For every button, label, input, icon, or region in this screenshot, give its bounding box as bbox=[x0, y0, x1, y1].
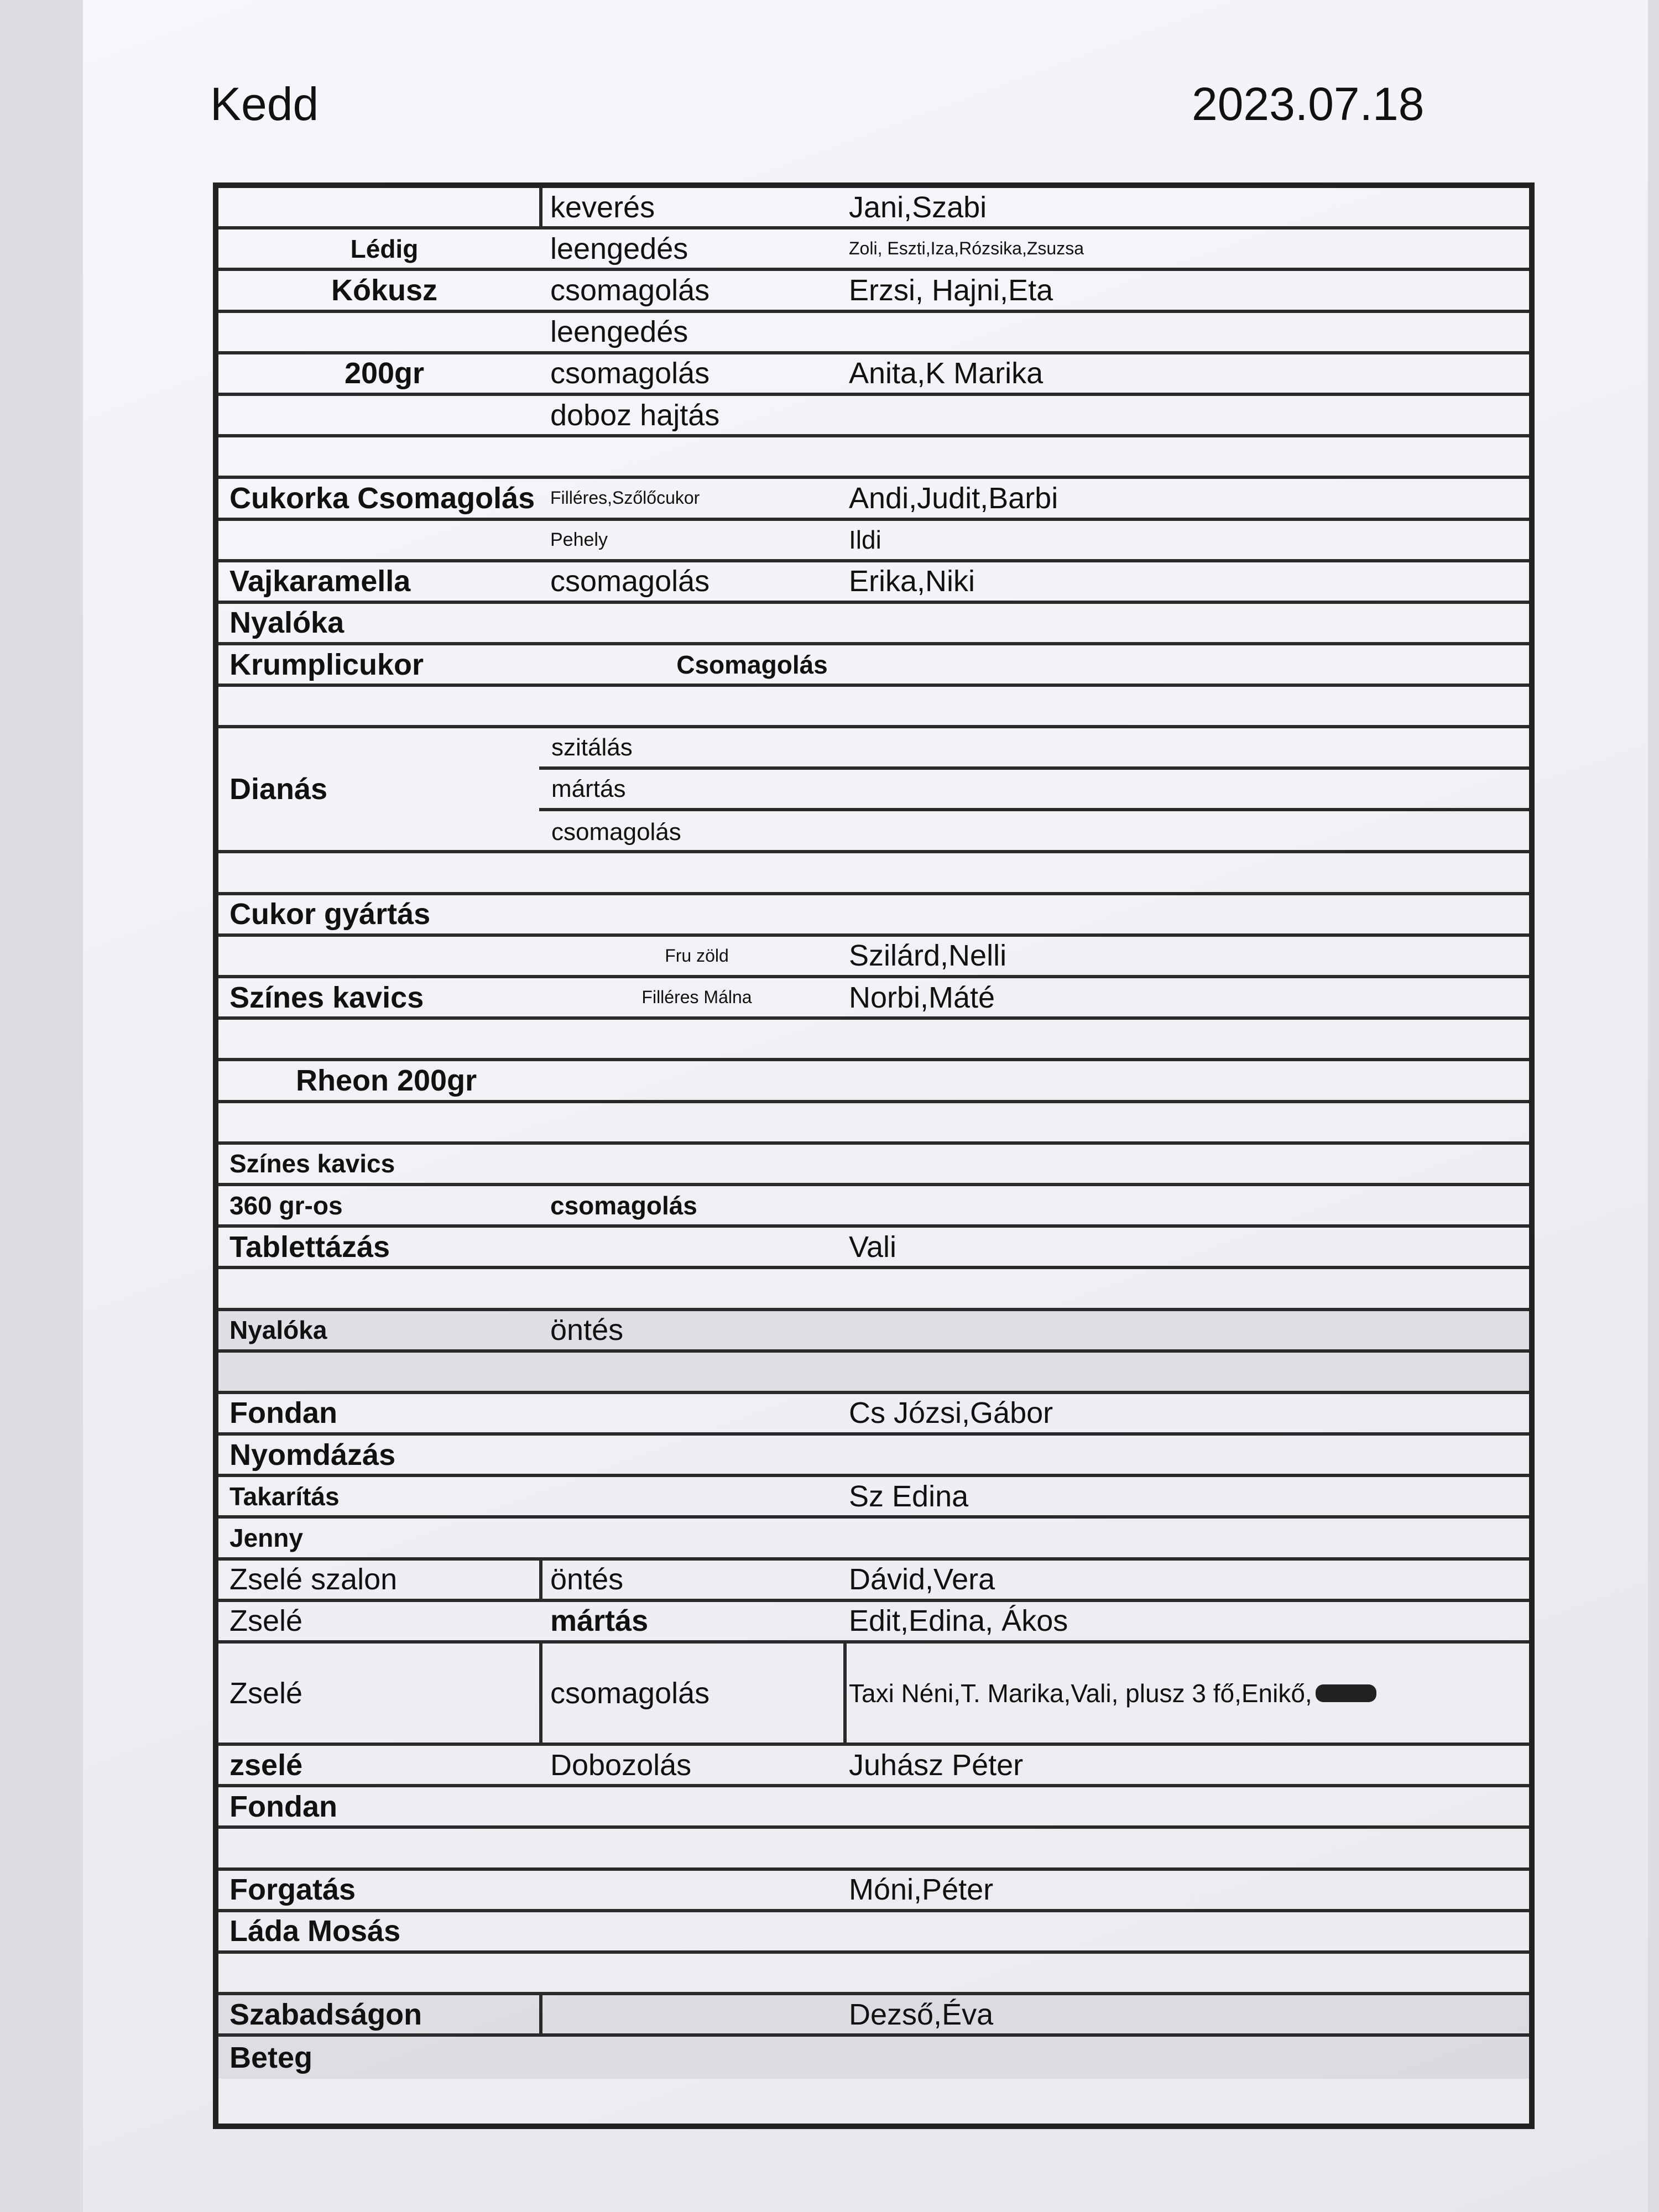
workers-cell: Juhász Péter bbox=[849, 1748, 1024, 1782]
sub-activity-cell: mártás bbox=[539, 770, 1529, 811]
activity-cell bbox=[550, 1436, 843, 1474]
task-cell bbox=[229, 687, 539, 725]
task-cell: Vajkaramella bbox=[229, 565, 411, 598]
table-row bbox=[218, 313, 1529, 354]
table-row bbox=[218, 1519, 1529, 1560]
sub-activity-cell: csomagolás bbox=[551, 818, 681, 846]
activity-cell: csomagolás bbox=[550, 1676, 710, 1710]
task-cell bbox=[229, 396, 539, 434]
paper-sheet bbox=[83, 0, 1648, 2212]
activity-cell: leengedés bbox=[550, 315, 688, 349]
workers-cell bbox=[849, 396, 1512, 434]
task-cell: Cukorka Csomagolás bbox=[229, 481, 535, 515]
workers-cell bbox=[849, 2037, 1512, 2078]
task-cell: Takarítás bbox=[229, 1481, 340, 1511]
activity-cell: mártás bbox=[550, 1604, 649, 1638]
task-cell: Tablettázás bbox=[229, 1230, 390, 1264]
activity-cell: Csomagolás bbox=[676, 650, 828, 679]
workers-cell bbox=[849, 604, 1512, 642]
workers-cell: Vali bbox=[849, 1230, 897, 1264]
activity-cell bbox=[550, 1353, 843, 1391]
task-cell bbox=[229, 1020, 539, 1058]
task-cell bbox=[229, 437, 539, 476]
task-cell: Beteg bbox=[229, 2041, 313, 2074]
workers-cell bbox=[849, 1269, 1512, 1307]
activity-cell: Filléres Málna bbox=[641, 987, 752, 1008]
activity-cell: keverés bbox=[550, 190, 655, 224]
task-cell: Fondan bbox=[229, 1790, 337, 1823]
workers-cell: Dezső,Éva bbox=[849, 1997, 994, 2031]
table-row bbox=[218, 562, 1529, 604]
activity-cell bbox=[550, 1269, 843, 1307]
table-row bbox=[218, 354, 1529, 396]
task-cell: Fondan bbox=[229, 1396, 337, 1430]
redaction-mark bbox=[1316, 1684, 1376, 1702]
workers-cell bbox=[849, 1103, 1512, 1141]
task-cell: Láda Mosás bbox=[229, 1914, 401, 1948]
activity-cell bbox=[550, 1103, 843, 1141]
workers-cell bbox=[849, 1353, 1512, 1391]
table-row bbox=[218, 1644, 1529, 1746]
activity-cell bbox=[550, 437, 843, 476]
activity-cell bbox=[550, 1787, 843, 1825]
workers-cell bbox=[849, 645, 1512, 684]
table-row bbox=[218, 1995, 1529, 2037]
workers-cell bbox=[849, 1954, 1512, 1992]
table-row bbox=[218, 1353, 1529, 1394]
task-cell: 360 gr-os bbox=[229, 1191, 343, 1220]
activity-cell: Dobozolás bbox=[550, 1748, 692, 1782]
workers-cell bbox=[849, 687, 1512, 725]
task-cell bbox=[229, 853, 539, 891]
table-row bbox=[218, 1269, 1529, 1311]
workers-cell bbox=[849, 437, 1512, 476]
activity-cell bbox=[550, 687, 843, 725]
table-row bbox=[218, 1477, 1529, 1519]
task-cell bbox=[229, 1353, 539, 1391]
table-row bbox=[218, 2037, 1529, 2078]
table-row bbox=[218, 1954, 1529, 1995]
workers-cell: Móni,Péter bbox=[849, 1873, 994, 1907]
task-cell bbox=[229, 1829, 539, 1867]
activity-cell bbox=[550, 1394, 843, 1432]
sub-activity-cell: szitálás bbox=[539, 728, 1529, 770]
workers-cell: Zoli, Eszti,Iza,Rózsika,Zsuzsa bbox=[849, 238, 1084, 259]
workers-cell bbox=[849, 1829, 1512, 1867]
table-row bbox=[218, 687, 1529, 728]
task-cell: Krumplicukor bbox=[229, 648, 424, 681]
table-row bbox=[218, 728, 1529, 853]
table-row bbox=[218, 1228, 1529, 1269]
activity-cell: leengedés bbox=[550, 232, 688, 265]
workers-cell bbox=[849, 1912, 1512, 1950]
table-row bbox=[218, 895, 1529, 937]
activity-cell: doboz hajtás bbox=[550, 398, 720, 432]
activity-cell bbox=[550, 1912, 843, 1950]
workers-cell bbox=[849, 895, 1512, 933]
workers-cell: Dávid,Vera bbox=[849, 1563, 995, 1597]
task-cell: Forgatás bbox=[229, 1873, 356, 1907]
workers-cell: Ildi bbox=[849, 525, 881, 555]
workers-cell: Jani,Szabi bbox=[849, 190, 987, 224]
workers-cell: Edit,Edina, Ákos bbox=[849, 1604, 1068, 1638]
schedule-table bbox=[213, 182, 1535, 2129]
task-cell: zselé bbox=[229, 1748, 303, 1782]
activity-cell: Filléres,Szőlőcukor bbox=[550, 488, 700, 508]
table-row bbox=[218, 645, 1529, 687]
workers-cell bbox=[849, 1644, 1512, 1743]
activity-cell bbox=[550, 1519, 843, 1557]
activity-cell: csomagolás bbox=[550, 357, 710, 390]
activity-cell bbox=[550, 853, 843, 891]
table-row bbox=[218, 1746, 1529, 1787]
table-row bbox=[218, 853, 1529, 895]
table-row bbox=[218, 229, 1529, 271]
task-cell: 200gr bbox=[344, 357, 425, 390]
activity-cell: Pehely bbox=[550, 529, 608, 550]
table-row bbox=[218, 1145, 1529, 1186]
table-row bbox=[218, 271, 1529, 312]
task-cell: Rheon 200gr bbox=[296, 1063, 477, 1097]
table-row bbox=[218, 1602, 1529, 1644]
activity-cell bbox=[550, 604, 843, 642]
workers-cell: Cs Józsi,Gábor bbox=[849, 1396, 1053, 1430]
table-row bbox=[218, 1829, 1529, 1870]
activity-cell bbox=[550, 1954, 843, 1992]
workers-cell bbox=[849, 1519, 1512, 1557]
activity-cell bbox=[550, 1871, 843, 1909]
activity-cell bbox=[550, 1228, 843, 1266]
activity-cell bbox=[550, 1829, 843, 1867]
workers-text: Taxi Néni,T. Marika,Vali, plusz 3 fő,Enikő, bbox=[849, 1678, 1312, 1708]
table-row bbox=[218, 978, 1529, 1020]
activity-cell bbox=[550, 1477, 843, 1515]
activity-cell bbox=[550, 1995, 843, 2033]
table-row bbox=[218, 1061, 1529, 1103]
task-cell: Színes kavics bbox=[229, 980, 424, 1014]
table-row bbox=[218, 1561, 1529, 1602]
workers-cell bbox=[849, 1436, 1512, 1474]
task-cell: Zselé szalon bbox=[229, 1563, 398, 1597]
activity-cell: csomagolás bbox=[550, 1191, 697, 1220]
task-cell: Lédig bbox=[350, 234, 419, 263]
activity-cell bbox=[550, 2037, 843, 2078]
workers-cell bbox=[849, 1186, 1512, 1224]
table-row bbox=[218, 604, 1529, 645]
task-cell bbox=[229, 937, 539, 975]
task-cell: Nyalóka bbox=[229, 1316, 327, 1345]
table-row bbox=[218, 1436, 1529, 1477]
date-label: 2023.07.18 bbox=[1192, 78, 1425, 130]
task-cell: Kókusz bbox=[331, 273, 438, 307]
task-cell: Dianás bbox=[229, 773, 328, 806]
task-cell bbox=[229, 188, 539, 226]
task-cell: Cukor gyártás bbox=[229, 898, 431, 931]
workers-cell bbox=[849, 1020, 1512, 1058]
task-cell bbox=[229, 521, 539, 559]
task-cell: Zselé bbox=[229, 1676, 303, 1710]
task-cell: Szabadságon bbox=[229, 1997, 422, 2031]
table-row bbox=[218, 396, 1529, 437]
workers-cell bbox=[849, 1145, 1512, 1183]
table-row bbox=[218, 1787, 1529, 1829]
activity-cell: Fru zöld bbox=[665, 945, 729, 966]
task-cell bbox=[229, 1103, 539, 1141]
activity-cell bbox=[550, 1145, 843, 1183]
task-cell: Nyomdázás bbox=[229, 1438, 396, 1472]
activity-cell: csomagolás bbox=[550, 273, 710, 307]
task-cell: Zselé bbox=[229, 1604, 303, 1638]
activity-cell bbox=[550, 1061, 843, 1099]
workers-cell bbox=[849, 1061, 1512, 1099]
activity-cell bbox=[550, 895, 843, 933]
table-row bbox=[218, 437, 1529, 479]
task-cell: Színes kavics bbox=[229, 1149, 395, 1178]
task-cell: Nyalóka bbox=[229, 606, 345, 640]
table-row bbox=[218, 1103, 1529, 1145]
activity-cell: öntés bbox=[550, 1313, 624, 1347]
table-row bbox=[218, 1394, 1529, 1436]
workers-cell: Szilárd,Nelli bbox=[849, 939, 1007, 973]
task-cell bbox=[229, 313, 539, 351]
table-row bbox=[218, 1871, 1529, 1912]
task-cell: Jenny bbox=[229, 1524, 303, 1553]
table-row bbox=[218, 1186, 1529, 1228]
workers-cell: Anita,K Marika bbox=[849, 357, 1044, 390]
table-row bbox=[218, 1020, 1529, 1061]
table-row bbox=[218, 188, 1529, 229]
workers-cell: Andi,Judit,Barbi bbox=[849, 481, 1058, 515]
task-cell bbox=[229, 1954, 539, 1992]
day-label: Kedd bbox=[210, 78, 319, 130]
workers-cell bbox=[849, 1787, 1512, 1825]
table-row bbox=[218, 1311, 1529, 1353]
task-cell bbox=[229, 1269, 539, 1307]
workers-cell bbox=[849, 853, 1512, 891]
workers-cell: Erzsi, Hajni,Eta bbox=[849, 273, 1053, 307]
workers-cell: Sz Edina bbox=[849, 1479, 969, 1513]
activity-cell: öntés bbox=[550, 1563, 624, 1597]
table-row bbox=[218, 937, 1529, 978]
workers-cell: Norbi,Máté bbox=[849, 980, 995, 1014]
activity-cell: csomagolás bbox=[550, 565, 710, 598]
workers-cell bbox=[849, 1311, 1512, 1349]
workers-cell bbox=[849, 313, 1512, 351]
activity-cell bbox=[550, 1020, 843, 1058]
workers-cell: Erika,Niki bbox=[849, 565, 975, 598]
table-row bbox=[218, 479, 1529, 520]
table-row bbox=[218, 1912, 1529, 1954]
table-row bbox=[218, 521, 1529, 562]
